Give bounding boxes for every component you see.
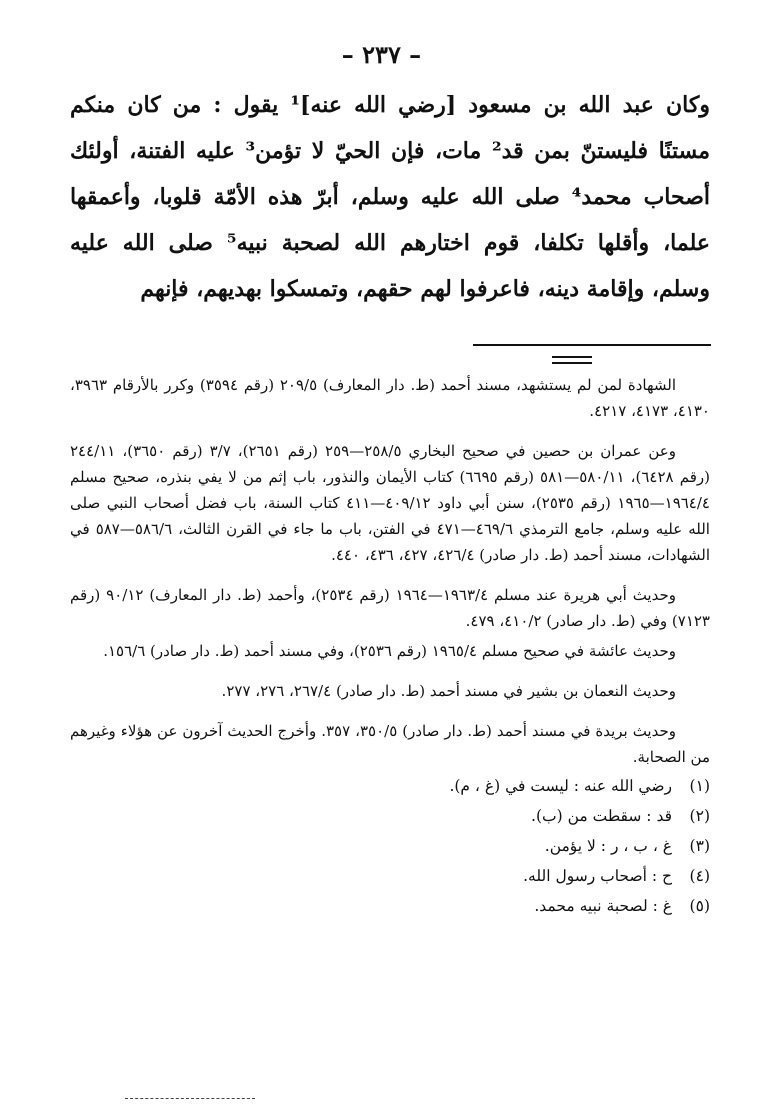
main-paragraph: وكان عبد الله بن مسعود [رضي الله عنه]¹ يقول : من كان منكم مستنًا فليستنّ بمن قد² مات، فإن الحيّ لا تؤمن³ عليه الفتنة، أولئك أصحاب محمد⁴ صلى الله عليه وسلم، أبرّ هذه الأمّة قلوبا، وأعمقها علما، وأقلها تكلفا، قوم اختارهم الله لصحبة نبيه⁵ صلى الله عليه وسلم، وإقامة دينه، فاعرفوا لهم حقهم، وتمسكوا بهديهم، فإنهم	[70, 92, 711, 302]
footnote-double-rule	[552, 356, 592, 358]
variant-note	[70, 804, 710, 828]
footnote-divider	[473, 344, 711, 346]
variant-note	[70, 834, 710, 858]
footnote-paragraph: وحديث عائشة في صحيح مسلم ١٩٦٥/٤ (رقم ٢٥٣٦)، وفي مسند أحمد (ط. دار صادر) ١٥٦/٦.	[103, 642, 676, 660]
variant-notes-list	[70, 774, 710, 918]
note-number: (٢)	[689, 807, 710, 825]
note-text: رضي الله عنه : ليست في (غ ، م).	[449, 777, 672, 795]
variant-note	[70, 774, 710, 798]
note-number: (١)	[689, 777, 710, 795]
scan-edge-mark	[125, 1098, 255, 1099]
footnote-paragraph: وحديث أبي هريرة عند مسلم ١٩٦٣/٤—١٩٦٤ (رقم ٢٥٣٤)، وأحمد (ط. دار المعارف) ٩٠/١٢ (رقم ٧١٢٣) وفي (ط. دار صادر) ٤١٠/٢، ٤٧٩.	[70, 586, 710, 630]
note-number: (٥)	[689, 897, 710, 915]
variant-note	[70, 894, 710, 918]
footnote-paragraph: وحديث بريدة في مسند أحمد (ط. دار صادر) ٣٥٠/٥، ٣٥٧. وأخرج الحديث آخرون عن هؤلاء وغيرهم من الصحابة.	[70, 722, 710, 766]
note-text: قد : سقطت من (ب).	[531, 807, 672, 825]
footnotes-section	[70, 372, 710, 924]
page-number: – ٢٣٧ –	[341, 40, 422, 69]
note-number: (٣)	[689, 837, 710, 855]
note-text: ح : أصحاب رسول الله.	[523, 867, 672, 885]
note-text: غ : لصحبة نبيه محمد.	[534, 897, 672, 915]
variant-note	[70, 864, 710, 888]
note-text: غ ، ب ، ر : لا يؤمن.	[544, 837, 672, 855]
note-number: (٤)	[689, 867, 710, 885]
footnote-paragraph: وحديث النعمان بن بشير في مسند أحمد (ط. دار صادر) ٢٦٧/٤، ٢٧٦، ٢٧٧.	[221, 682, 676, 700]
footnote-paragraph: الشهادة لمن لم يستشهد، مسند أحمد (ط. دار المعارف) ٢٠٩/٥ (رقم ٣٥٩٤) وكرر بالأرقام ٣٩٦٣، ٤١٣٠، ٤١٧٣، ٤٢١٧.	[70, 376, 710, 420]
main-text-block	[70, 82, 710, 312]
footnote-paragraph: وعن عمران بن حصين في صحيح البخاري ٢٥٨/٥—٢٥٩ (رقم ٢٦٥١)، ٣/٧ (رقم ٣٦٥٠)، ٢٤٤/١١ (رقم ٦٤٢٨)، ٥٨٠/١١—٥٨١ (رقم ٦٦٩٥) كتاب الأيمان والنذور، باب إثم من لا يفي بنذره، صحيح مسلم ١٩٦٤/٤—١٩٦٥ (رقم ٢٥٣٥)، سنن أبي داود ٤٠٩/١٢—٤١١ كتاب السنة، باب فضل أصحاب النبي صلى الله عليه وسلم، جامع الترمذي ٤٦٩/٦—٤٧١ في الفتن، باب ما جاء في القرن الثالث، ٥٨٦/٦—٥٨٧ في الشهادات، مسند أحمد (ط. دار صادر) ٤٢٦/٤، ٤٢٧، ٤٣٦، ٤٤٠.	[70, 442, 710, 564]
